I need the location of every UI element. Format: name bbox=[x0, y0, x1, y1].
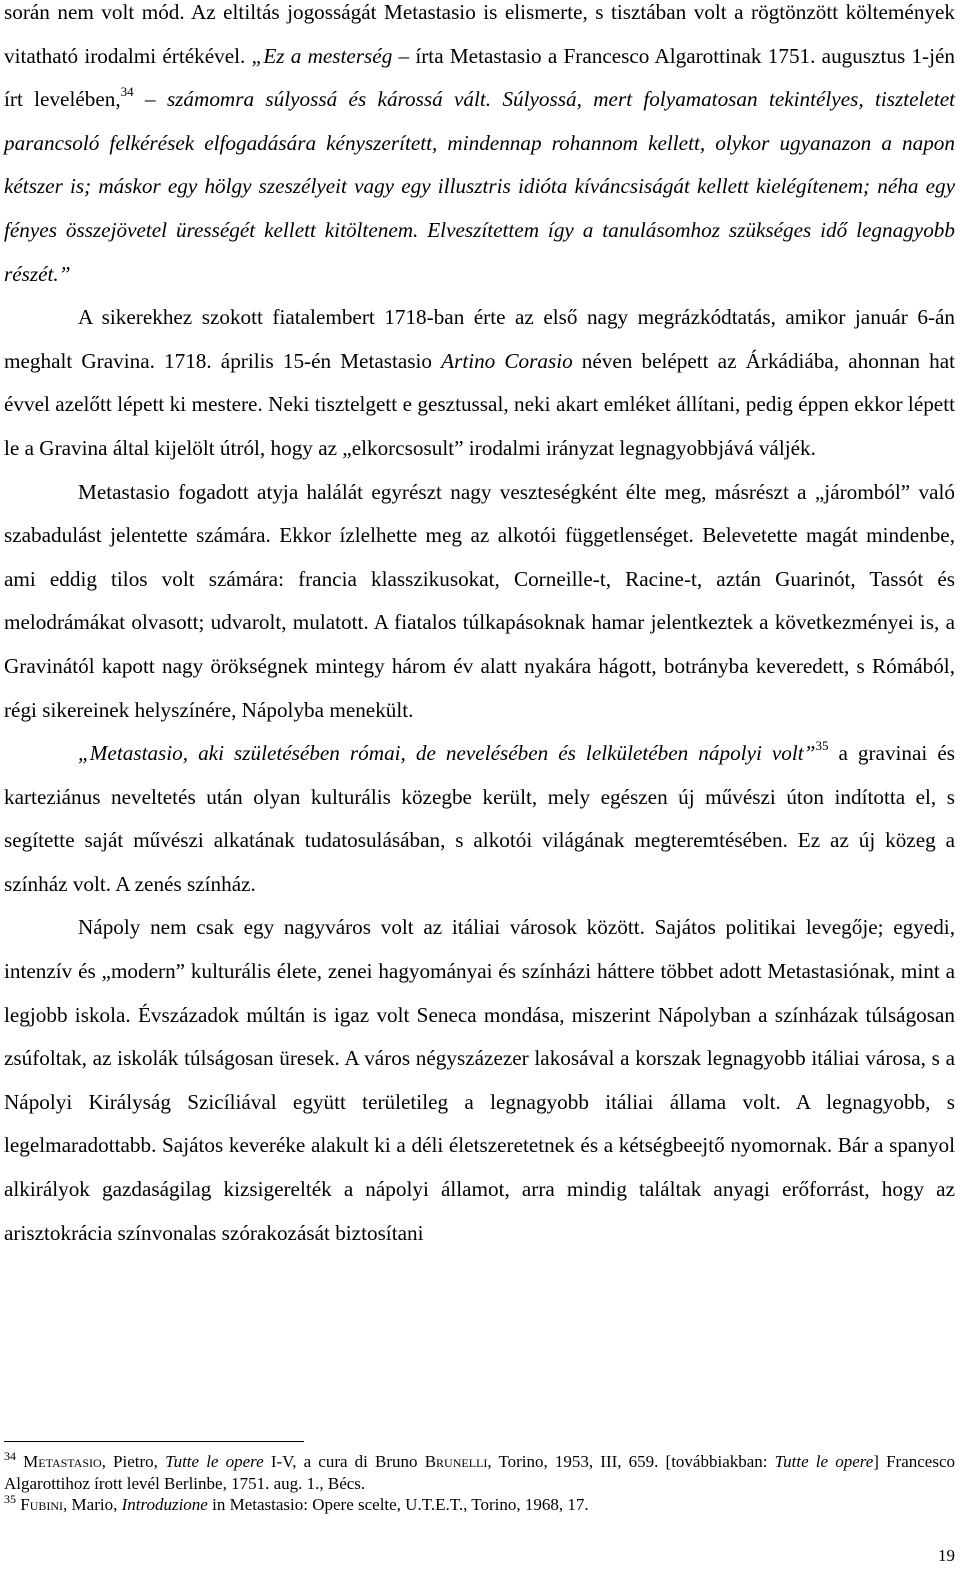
quote-continued: – számomra súlyossá és károssá vált. Súlyossá, mert folyamatosan tekintélyes, tiszteletet parancsoló felkérések elfogadására kényszerített, mindennap rohannom kellett, olykor ugyanazon a napon kétszer is; máskor egy hölgy szeszélyeit vagy egy illusztris idióta kíváncsiságát kellett kielégítenem; néha egy fényes összejövetel ürességét kellett kitöltenem. Elveszítettem így a tanulásomhoz szükséges idő legnagyobb részét.” bbox=[4, 87, 956, 286]
text: a gravinai és karteziánus neveltetés után olyan kulturális közegbe került, mely egészen új művészi úton indította el, s segítette saját művészi alkatának tudatosulásában, s alkotói világának megteremtésében. Ez az új közeg a színház volt. A zenés színház. bbox=[4, 741, 955, 896]
text: , Torino, 1953, III, 659. [továbbiakban: bbox=[487, 1452, 775, 1471]
page-number: 19 bbox=[938, 1546, 955, 1565]
quote: „Metastasio, aki születésében római, de nevelésében és lelkületében nápolyi volt” bbox=[78, 741, 816, 766]
text: , Mario, bbox=[63, 1495, 122, 1514]
author: Fubini bbox=[20, 1495, 64, 1514]
text: során nem volt mód. Az eltiltás jogosságát Metastasio is elismerte, s tisztában volt a rögtönzött költemények vitatható irodalmi értékével. bbox=[4, 0, 955, 68]
text: – írta Metastasio a Francesco Algarottinak 1751. augusztus 1-jén írt levelében, bbox=[4, 43, 955, 112]
footnote-number: 35 bbox=[4, 1492, 16, 1506]
paragraph-3: Metastasio fogadott atyja halálát egyrészt nagy veszteségként élte meg, másrészt a „járomból” való szabadulást jelentette számára. Ekkor ízlelhette meg az alkotói függetlenséget. Belevetette magát mindenbe, ami eddig tilos volt számára: francia klasszikusokat, Corneille-t, Racine-t, aztán Guarinót, Tassót és melodrámákat olvasott; udvarolt, mulatott. A fiatalos túlkapásoknak hamar jelentkeztek a következményei is, a Gravinától kapott nagy örökségnek mintegy három év alatt nyakára hágott, botrányba keveredett, s Rómából, régi sikereinek helyszínére, Nápolyba menekült. bbox=[4, 479, 955, 722]
abbreviation: Tutte le opere bbox=[774, 1452, 874, 1471]
footnote-number: 34 bbox=[4, 1449, 16, 1463]
paragraph-5: Nápoly nem csak egy nagyváros volt az itáliai városok között. Sajátos politikai levegője; egyedi, intenzív és „modern” kulturális élete, zenei hagyományai és színházi háttere többet adott Metastasiónak, mint a legjobb iskola. Évszázadok múltán is igaz volt Seneca mondása, miszerint Nápolyban a színházak túlságosan zsúfoltak, az iskolák túlságosan üresek. A város négyszázezer lakosával a korszak legnagyobb itáliai városa, s a Nápolyi Királyság Szicíliával együtt területileg a legnagyobb itáliai állama volt. A legnagyobb, s legelmaradottabb. Sajátos keveréke alakult ki a déli életszeretetnek és a kétségbeejtő nyomornak. Bár a spanyol alkirályok gazdaságilag kizsigerelték a nápolyi államot, arra mindig találtak anyagi erőforrást, hogy az arisztokrácia színvonalas szórakozását biztosítani bbox=[4, 915, 955, 1245]
document-page bbox=[4, 0, 955, 1255]
footnote-separator bbox=[4, 1441, 304, 1442]
text: , Pietro, bbox=[101, 1452, 166, 1471]
quote-start: „Ez a mesterség bbox=[251, 43, 393, 68]
footnote-ref-34[interactable]: 34 bbox=[120, 84, 134, 100]
text: ] Francesco Algarottihoz írott levél Berlinbe, 1751. aug. 1., Bécs. bbox=[4, 1452, 955, 1493]
text: néven belépett az Árkádiába, ahonnan hat évvel azelőtt lépett ki mestere. Neki tisztelgett e gesztussal, neki akart emléket állítani, pedig éppen ekkor lépett le a Gravina által kijelölt útról, hogy az „elkorcsosult” irodalmi irányzat legnagyobbjává váljék. bbox=[4, 348, 956, 460]
work-title: Introduzione bbox=[121, 1495, 208, 1514]
footnotes bbox=[4, 1451, 955, 1516]
footnote-35 bbox=[4, 1494, 955, 1516]
paragraph-1 bbox=[4, 0, 955, 296]
work-title: Tutte le opere bbox=[165, 1452, 264, 1471]
text: in Metastasio: Opere scelte, U.T.E.T., Torino, 1968, 17. bbox=[207, 1495, 589, 1514]
paragraph-4 bbox=[4, 732, 955, 906]
author: Metastasio bbox=[23, 1452, 102, 1471]
editor: Brunelli bbox=[424, 1452, 488, 1471]
arcadian-name: Artino Corasio bbox=[441, 348, 573, 373]
footnote-34 bbox=[4, 1451, 955, 1494]
text: I-V, a cura di Bruno bbox=[263, 1452, 425, 1471]
paragraph-2 bbox=[4, 296, 955, 470]
footnote-ref-35[interactable]: 35 bbox=[815, 738, 829, 754]
text: A sikerekhez szokott fiatalembert 1718-ban érte az első nagy megrázkódtatás, amikor január 6-án meghalt Gravina. 1718. április 15-én Metastasio bbox=[4, 305, 955, 373]
